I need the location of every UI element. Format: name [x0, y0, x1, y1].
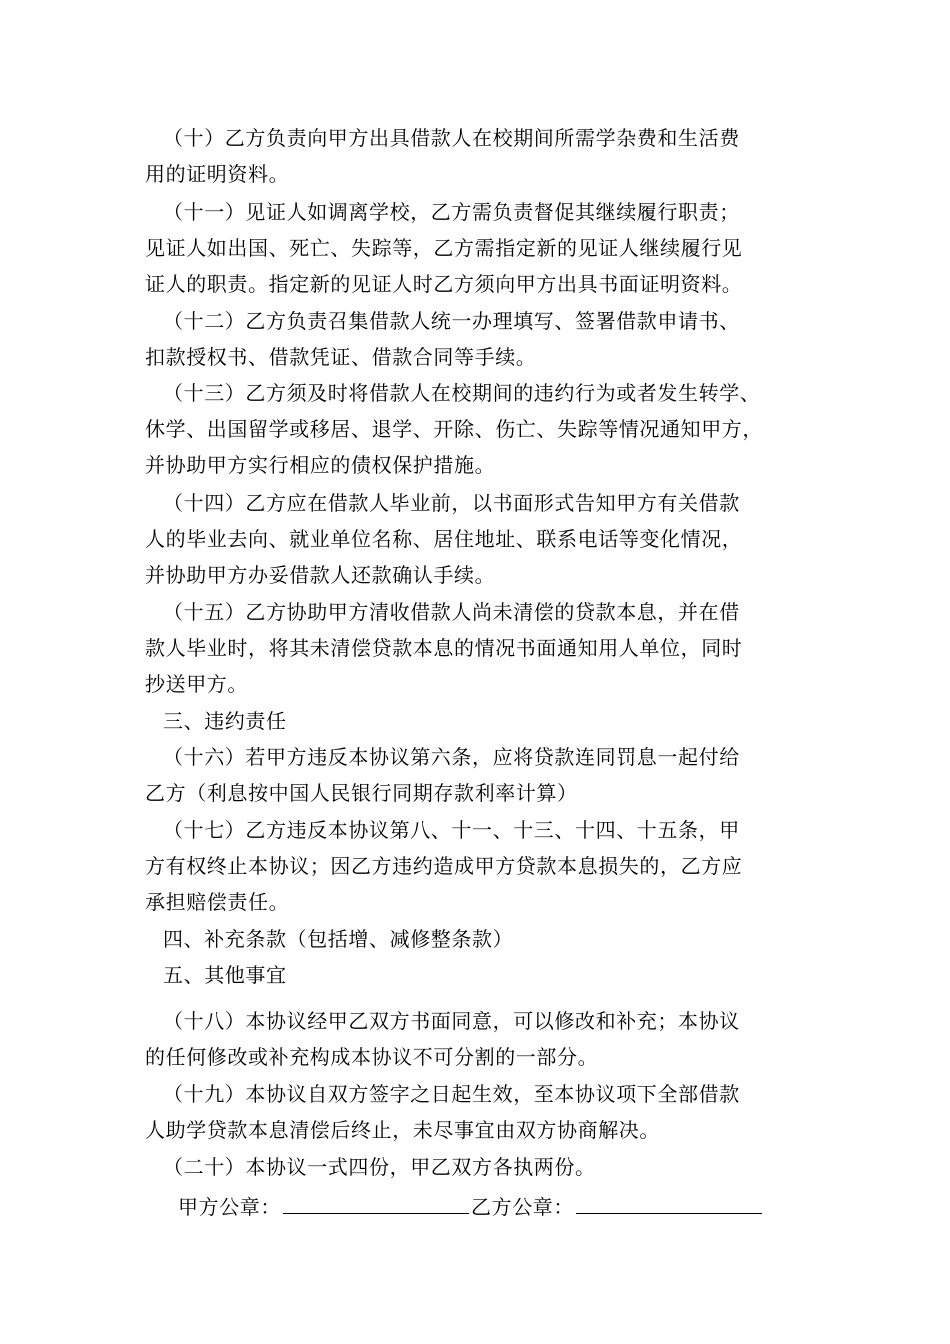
clause-14-line-2: 人的毕业去向、就业单位名称、居住地址、联系电话等变化情况， — [145, 527, 743, 551]
clause-13-line-1: （十三）乙方须及时将借款人在校期间的违约行为或者发生转学、 — [163, 381, 761, 405]
clause-11-line-1: （十一）见证人如调离学校，乙方需负责督促其继续履行职责； — [163, 200, 740, 224]
party-a-seal-field[interactable] — [283, 1191, 469, 1214]
clause-16-line-1: （十六）若甲方违反本协议第六条，应将贷款连同罚息一起付给 — [163, 745, 740, 769]
clause-14-line-3: 并协助甲方办妥借款人还款确认手续。 — [145, 563, 496, 587]
section-3-heading: 三、违约责任 — [163, 709, 287, 733]
section-4-heading: 四、补充条款（包括增、减修整条款） — [163, 927, 514, 951]
clause-17-line-3: 承担赔偿责任。 — [145, 890, 290, 914]
clause-15-line-2: 款人毕业时，将其未清偿贷款本息的情况书面通知用人单位，同时 — [145, 636, 743, 660]
clause-11-line-2: 见证人如出国、死亡、失踪等，乙方需指定新的见证人继续履行见 — [145, 236, 743, 260]
clause-15-line-3: 抄送甲方。 — [145, 672, 248, 696]
signature-row — [178, 1191, 764, 1221]
clause-16-line-2: 乙方（利息按中国人民银行同期存款利率计算） — [145, 781, 578, 805]
clause-12-line-1: （十二）乙方负责召集借款人统一办理填写、签署借款申请书、 — [163, 309, 740, 333]
clause-13-line-2: 休学、出国留学或移居、退学、开除、伤亡、失踪等情况通知甲方， — [145, 417, 763, 441]
clause-17-line-2: 方有权终止本协议；因乙方违约造成甲方贷款本息损失的，乙方应 — [145, 854, 743, 878]
clause-15-line-1: （十五）乙方协助甲方清收借款人尚未清偿的贷款本息，并在借 — [163, 600, 740, 624]
clause-12-line-2: 扣款授权书、借款凭证、借款合同等手续。 — [145, 345, 537, 369]
clause-17-line-1: （十七）乙方违反本协议第八、十一、十三、十四、十五条，甲 — [163, 818, 740, 842]
party-b-seal-field[interactable] — [576, 1191, 762, 1214]
section-5-heading: 五、其他事宜 — [163, 963, 287, 987]
party-b-seal-label: 乙方公章： — [471, 1195, 574, 1219]
clause-20-line-1: （二十）本协议一式四份，甲乙双方各执两份。 — [163, 1155, 596, 1179]
clause-14-line-1: （十四）乙方应在借款人毕业前，以书面形式告知甲方有关借款 — [163, 491, 740, 515]
clause-11-line-3: 证人的职责。指定新的见证人时乙方须向甲方出具书面证明资料。 — [145, 272, 743, 296]
clause-10-line-1: （十）乙方负责向甲方出具借款人在校期间所需学杂费和生活费 — [163, 126, 740, 150]
clause-18-line-2: 的任何修改或补充构成本协议不可分割的一部分。 — [145, 1045, 599, 1069]
clause-10-line-2: 用的证明资料。 — [145, 162, 290, 186]
clause-13-line-3: 并协助甲方实行相应的债权保护措施。 — [145, 453, 496, 477]
clause-18-line-1: （十八）本协议经甲乙双方书面同意，可以修改和补充；本协议 — [163, 1009, 740, 1033]
party-a-seal-label: 甲方公章： — [178, 1195, 281, 1219]
clause-19-line-2: 人助学贷款本息清偿后终止，未尽事宜由双方协商解决。 — [145, 1118, 660, 1142]
clause-19-line-1: （十九）本协议自双方签字之日起生效，至本协议项下全部借款 — [163, 1082, 740, 1106]
